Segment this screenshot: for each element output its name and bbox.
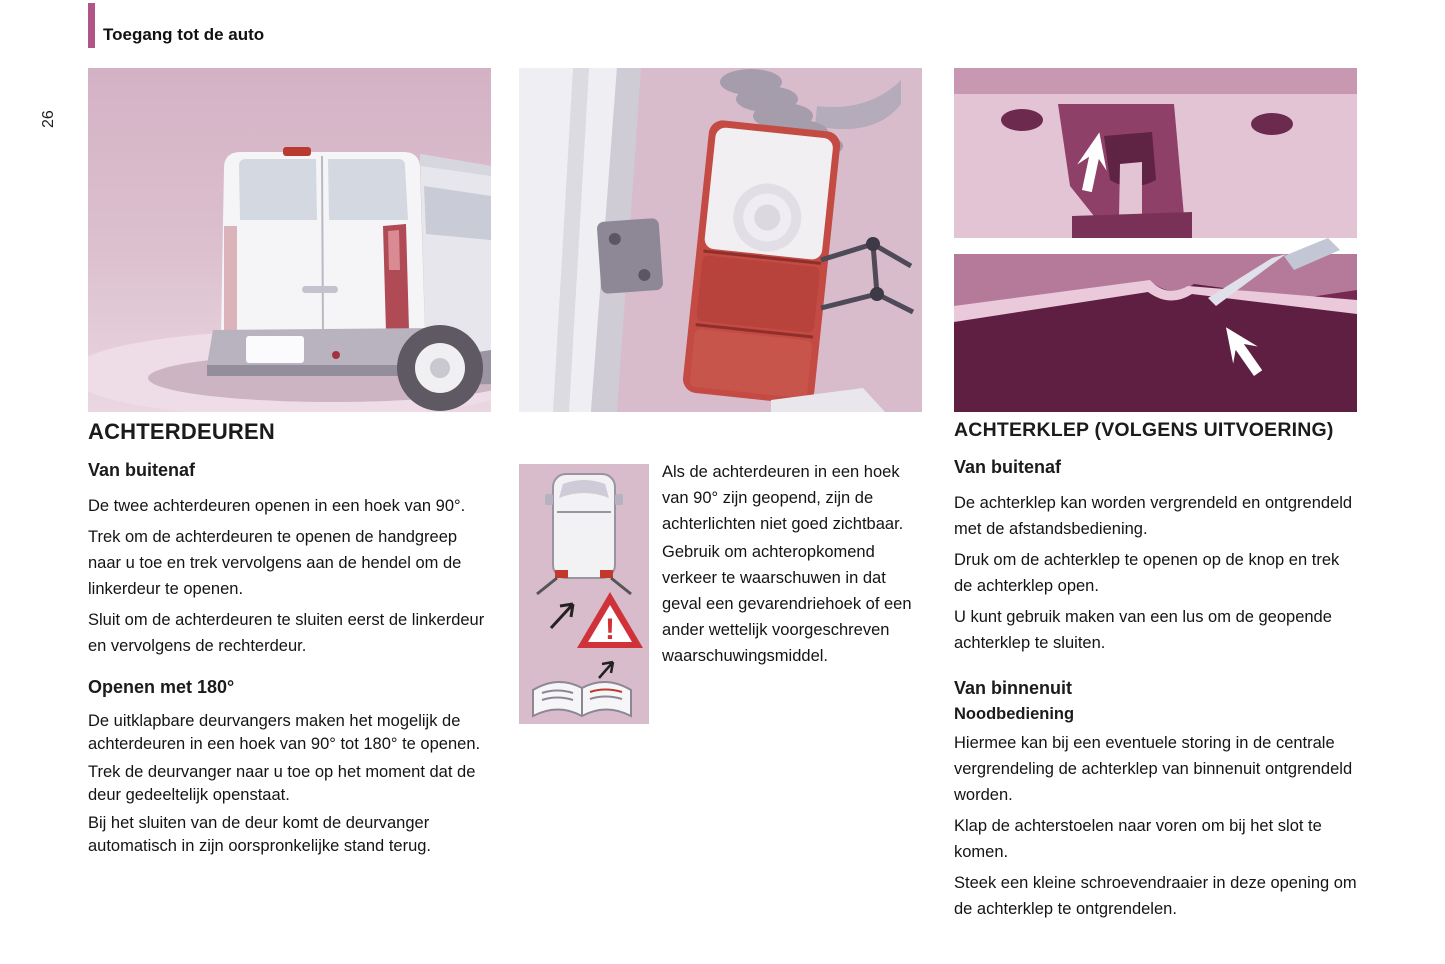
paragraph: Als de achterdeuren in een hoek van 90° zijn geopend, zijn de achterlichten niet goed zichtbaar. <box>662 463 904 533</box>
paragraph: Trek de deurvanger naar u toe op het moment dat de deur gedeeltelijk openstaat. <box>88 763 476 804</box>
paragraph: U kunt gebruik maken van een lus om de geopende achterklep te sluiten. <box>954 608 1332 652</box>
subheading-van-binnenuit: Van binnenuit <box>954 678 1073 698</box>
page-number: 26 <box>40 110 57 128</box>
paragraph: Bij het sluiten van de deur komt de deurvanger automatisch in zijn oorspronkelijke stand terug. <box>88 814 432 855</box>
paragraph: Trek om de achterdeuren te openen de handgreep naar u toe en trek vervolgens aan de hendel om de linkerdeur te openen. <box>88 528 462 598</box>
section-title-achterklep: ACHTERKLEP (VOLGENS UITVOERING) <box>954 419 1334 441</box>
paragraph: Gebruik om achteropkomend verkeer te waarschuwen in dat geval een gevarendriehoek of een ander wettelijk voorgeschreven waarschuwingsmiddel. <box>662 543 912 665</box>
page-header-title: Toegang tot de auto <box>103 25 265 44</box>
paragraph: De uitklapbare deurvangers maken het mogelijk de achterdeuren in een hoek van 90° tot 180° te openen. <box>88 712 481 753</box>
section-achterdeuren <box>88 419 494 863</box>
tailgate-lock-image <box>954 68 1357 412</box>
section-achterklep <box>954 419 1360 927</box>
open-book-icon <box>533 682 631 716</box>
paragraph: Sluit om de achterdeuren te sluiten eerst de linkerdeur en vervolgens de rechterdeur. <box>88 611 485 655</box>
tail-light-illustration <box>519 68 922 412</box>
warning-triangle-book-illustration <box>519 464 649 724</box>
paragraph: De twee achterdeuren openen in een hoek van 90°. <box>88 497 466 515</box>
section-waarschuwing <box>662 459 926 671</box>
paragraph: Klap de achterstoelen naar voren om bij het slot te komen. <box>954 817 1322 861</box>
subheading-noodbediening: Noodbediening <box>954 705 1075 723</box>
paragraph: Steek een kleine schroevendraaier in deze opening om de achterklep te ontgrendelen. <box>954 874 1357 918</box>
paragraph: Druk om de achterklep te openen op de knop en trek de achterklep open. <box>954 551 1340 595</box>
exclamation-mark: ! <box>605 613 615 646</box>
subheading-van-buitenaf-2: Van buitenaf <box>954 457 1062 477</box>
subheading-van-buitenaf: Van buitenaf <box>88 460 196 480</box>
tailgate-lock-illustration <box>954 68 1357 412</box>
accent-bar <box>88 3 95 48</box>
van-rear-image <box>88 68 491 412</box>
section-title-achterdeuren: ACHTERDEUREN <box>88 419 275 444</box>
warning-info-image <box>519 464 649 724</box>
tail-light-image <box>519 68 922 412</box>
subheading-openen-met-180: Openen met 180° <box>88 677 235 697</box>
paragraph: Hiermee kan bij een eventuele storing in de centrale vergrendeling de achterklep van binnenuit ontgrendeld worden. <box>954 734 1353 804</box>
van-rear-illustration <box>88 68 491 412</box>
paragraph: De achterklep kan worden vergrendeld en ontgrendeld met de afstandsbediening. <box>954 494 1353 538</box>
